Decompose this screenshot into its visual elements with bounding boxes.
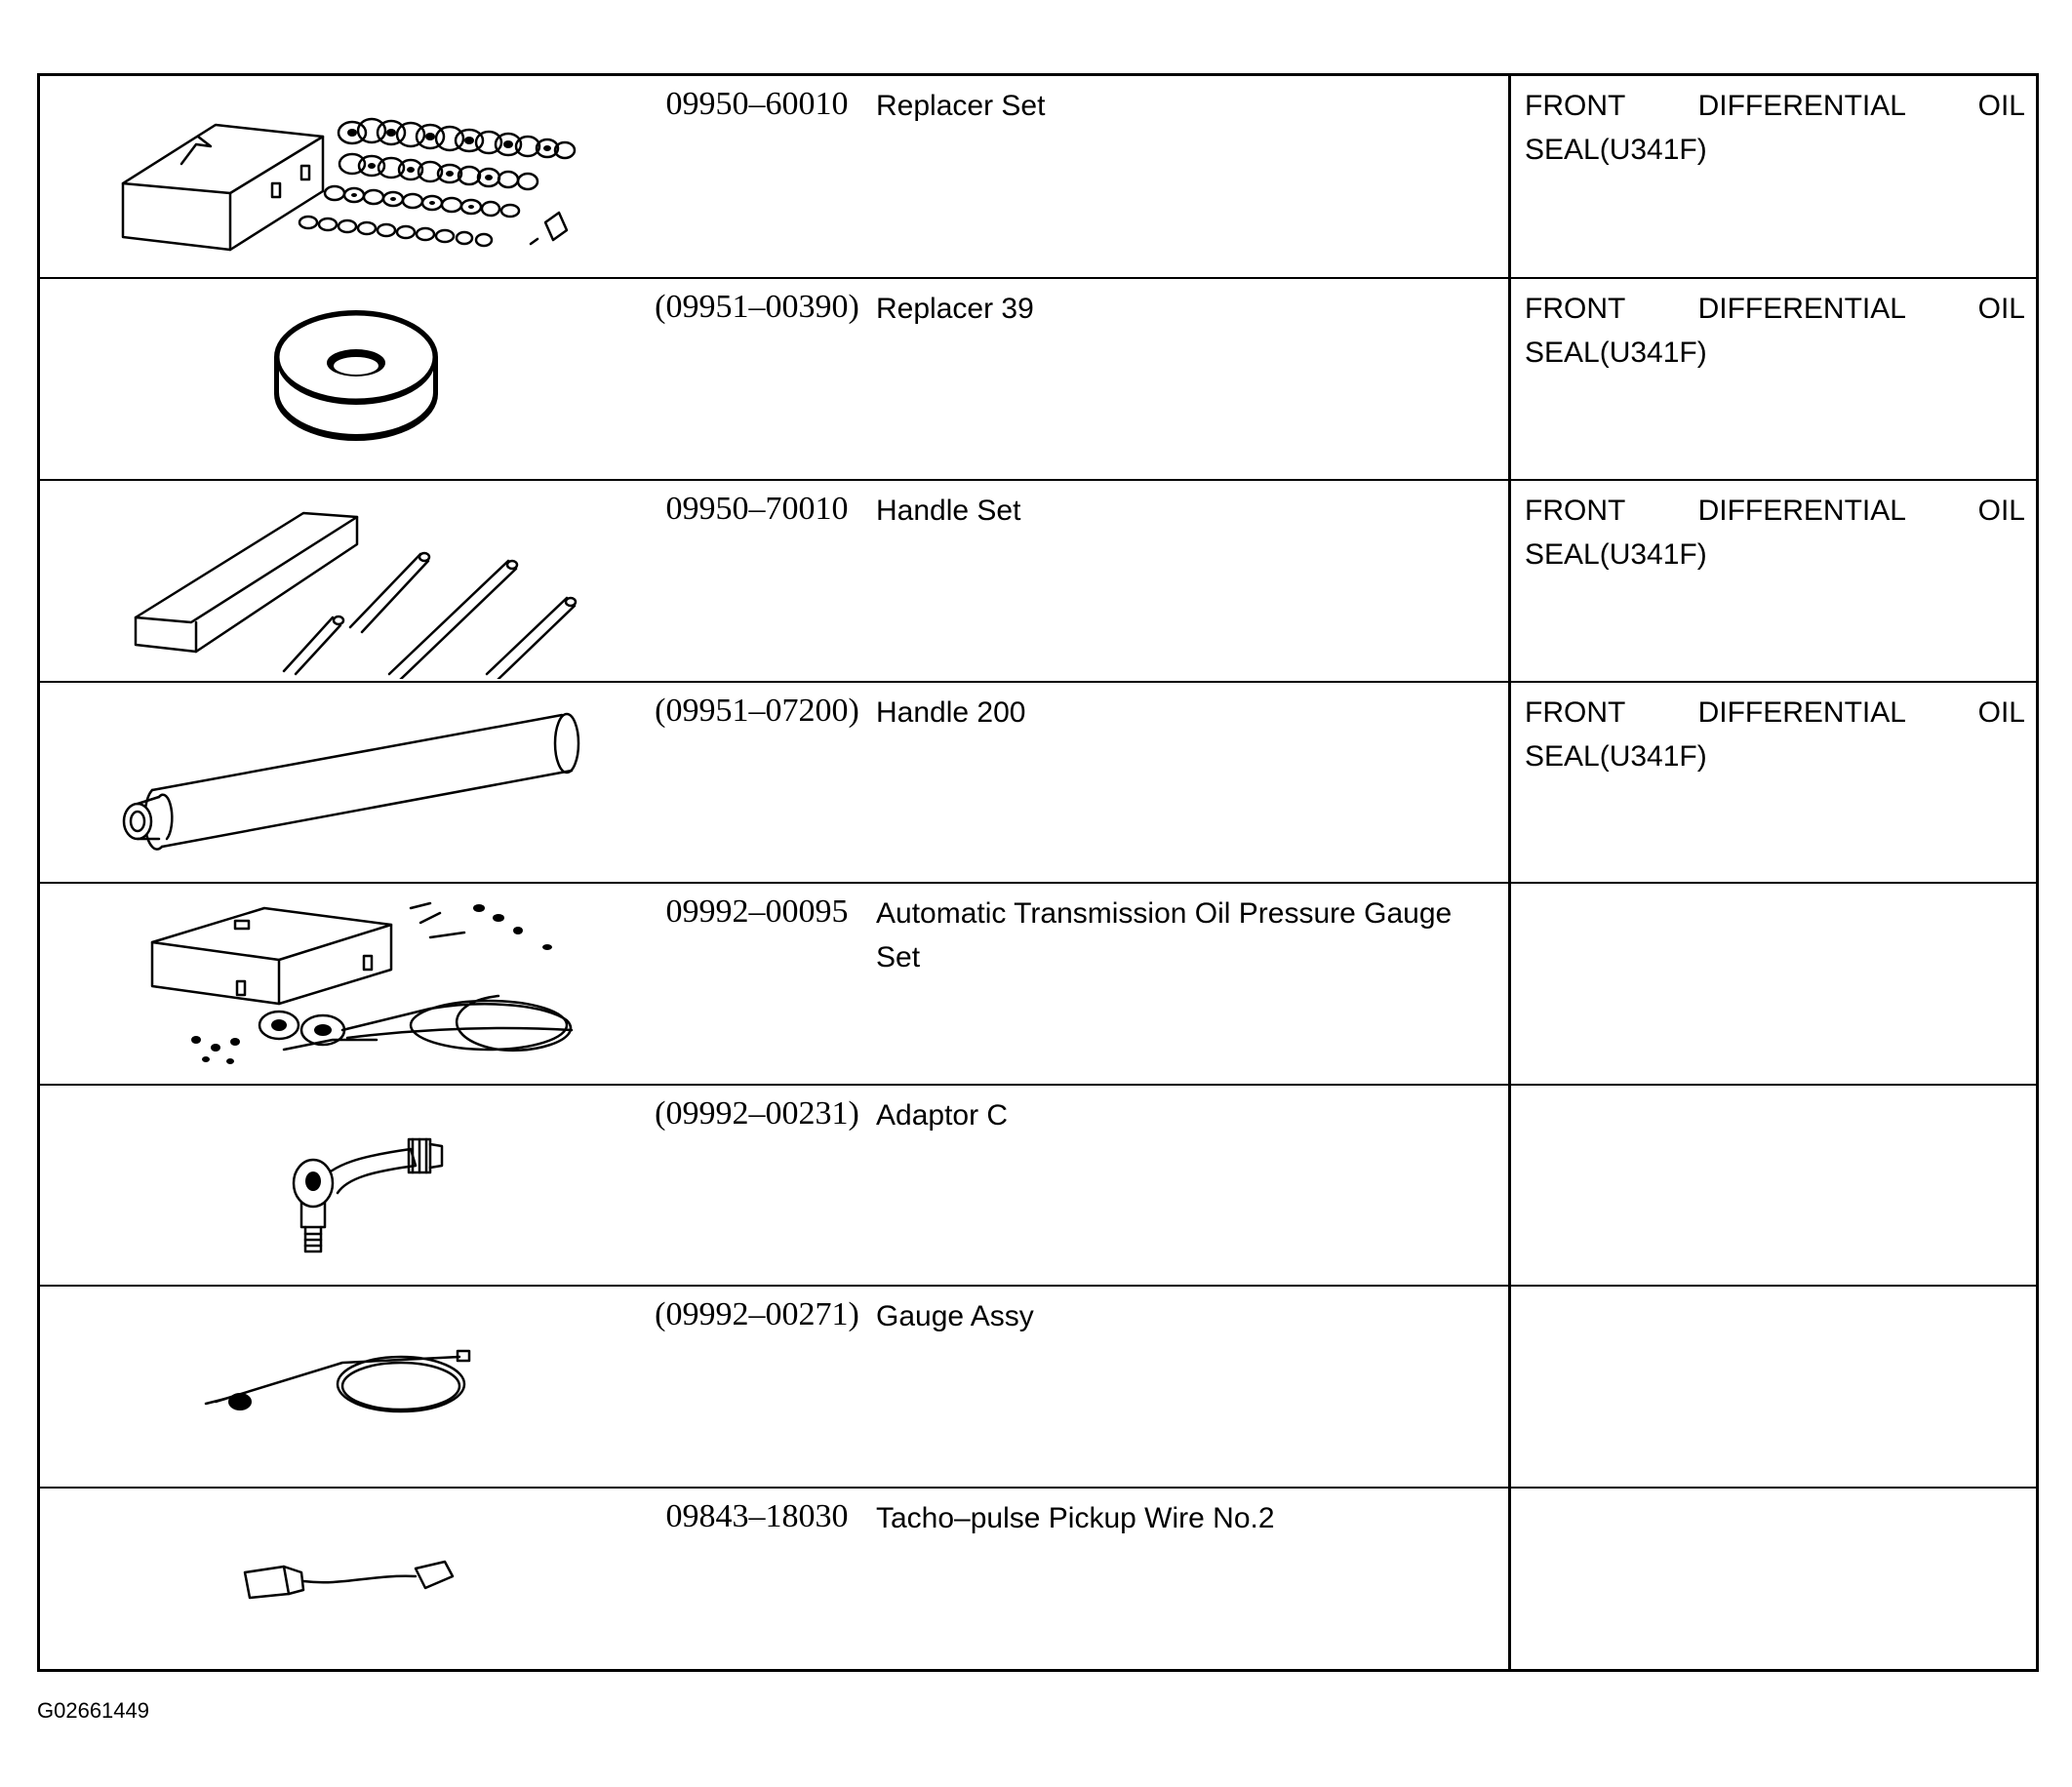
part-name: Adaptor C (876, 1099, 1009, 1132)
table-row (40, 479, 2036, 681)
usage-note: FRONT DIFFERENTIAL OIL SEAL(U341F) (1525, 495, 2025, 571)
table-row (40, 277, 2036, 479)
table-row (40, 681, 2036, 882)
part-name: Automatic Transmission Oil Pressure Gauge Set (876, 897, 1453, 973)
usage-note: FRONT DIFFERENTIAL OIL SEAL(U341F) (1525, 293, 2025, 369)
part-name: Gauge Assy (876, 1300, 1034, 1332)
gauge-hose-icon (79, 1287, 625, 1485)
pickup-wire-icon (79, 1489, 625, 1687)
part-number: (09992–00231) (655, 1095, 859, 1132)
table-row (40, 1285, 2036, 1487)
part-name: Replacer 39 (876, 293, 1034, 325)
special-service-tools-table (37, 73, 2039, 1672)
usage-note: FRONT DIFFERENTIAL OIL SEAL(U341F) (1525, 90, 2025, 166)
part-name: Replacer Set (876, 90, 1046, 122)
part-number: 09843–18030 (665, 1498, 849, 1534)
usage-note: FRONT DIFFERENTIAL OIL SEAL(U341F) (1525, 696, 2025, 773)
part-number: 09950–70010 (665, 491, 849, 527)
table-row (40, 1084, 2036, 1285)
part-number: 09950–60010 (665, 86, 849, 122)
part-name: Tacho–pulse Pickup Wire No.2 (876, 1502, 1275, 1534)
part-name: Handle 200 (876, 696, 1026, 729)
part-number: 09992–00095 (665, 894, 849, 930)
replacer-set-case-icon (79, 76, 625, 274)
table-row (40, 882, 2036, 1084)
part-number: (09992–00271) (655, 1296, 859, 1332)
adaptor-fitting-icon (79, 1086, 625, 1284)
replacer-disc-icon (79, 279, 625, 477)
pressure-gauge-set-icon (79, 884, 625, 1082)
part-number: (09951–00390) (655, 289, 859, 325)
part-name: Handle Set (876, 495, 1021, 527)
handle-set-icon (79, 481, 625, 679)
figure-code: G02661449 (37, 1698, 149, 1723)
table-row (40, 1487, 2036, 1669)
part-number: (09951–07200) (655, 693, 859, 729)
table-row (40, 76, 2036, 277)
handle-bar-icon (79, 683, 625, 881)
